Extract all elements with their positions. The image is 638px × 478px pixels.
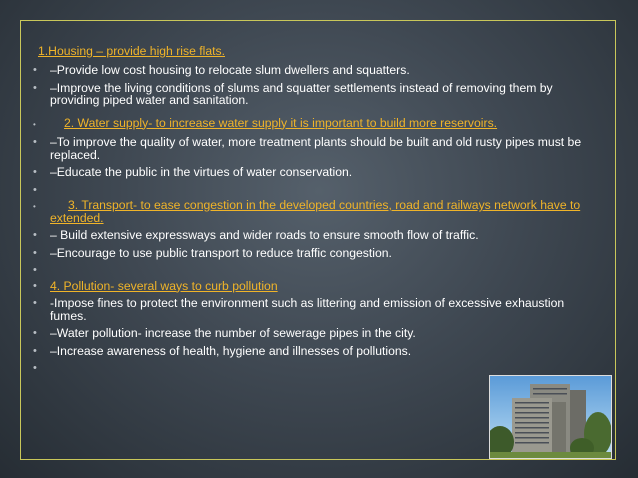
bullet-icon: • bbox=[33, 229, 37, 241]
slide-content bbox=[30, 44, 600, 380]
list-item bbox=[30, 166, 600, 179]
list-item bbox=[30, 64, 600, 77]
bullet-icon: • bbox=[33, 279, 37, 292]
bullet-icon: • bbox=[33, 264, 37, 276]
list-item bbox=[30, 362, 600, 375]
item-text: –Increase awareness of health, hygiene and illnesses of pollutions. bbox=[50, 343, 412, 358]
list-item bbox=[30, 117, 600, 132]
list-item bbox=[30, 297, 600, 322]
high-rise-flats-photo bbox=[489, 375, 612, 459]
bullet-icon: • bbox=[33, 81, 37, 94]
item-text: – Build extensive expressways and wider roads to ensure smooth flow of traffic. bbox=[50, 228, 479, 242]
list-item bbox=[30, 229, 600, 242]
bullet-icon: • bbox=[33, 362, 37, 374]
item-text: –Water pollution- increase the number of sewerage pipes in the city. bbox=[50, 326, 416, 340]
bullet-icon: • bbox=[33, 183, 37, 196]
bullet-icon: • bbox=[33, 136, 37, 148]
bullet-icon: • bbox=[33, 119, 36, 129]
bullet-icon: • bbox=[33, 297, 37, 309]
transport-heading: 3. Transport- to ease congestion in the developed countries, road and railways network have to extended. bbox=[50, 198, 581, 225]
list-item bbox=[30, 327, 600, 340]
bullet-icon: • bbox=[33, 166, 37, 178]
list-item bbox=[30, 199, 600, 224]
list-item bbox=[30, 184, 600, 197]
bullet-icon: • bbox=[33, 246, 37, 259]
item-text: –Improve the living conditions of slums and squatter settlements instead of removing them by providing piped water and sanitation. bbox=[50, 80, 553, 107]
bullet-icon: • bbox=[33, 344, 37, 357]
housing-heading: 1.Housing – provide high rise flats. bbox=[38, 44, 225, 58]
list-item bbox=[30, 345, 600, 358]
bullet-icon: • bbox=[33, 64, 37, 76]
bullet-icon: • bbox=[33, 327, 37, 339]
item-text: –To improve the quality of water, more treatment plants should be built and old rusty pipes must be replaced. bbox=[50, 135, 582, 162]
list-item bbox=[30, 82, 600, 107]
water-supply-heading: 2. Water supply- to increase water supply it is important to build more reservoirs. bbox=[64, 115, 498, 130]
pollution-heading: 4. Pollution- several ways to curb pollution bbox=[50, 278, 278, 293]
list-item bbox=[30, 247, 600, 260]
list-item bbox=[30, 264, 600, 277]
item-text: –Educate the public in the virtues of water conservation. bbox=[50, 165, 353, 179]
item-text: -Impose fines to protect the environment such as littering and emission of excessive exhaustion fumes. bbox=[50, 296, 565, 323]
list-item bbox=[30, 280, 600, 293]
item-text: –Provide low cost housing to relocate slum dwellers and squatters. bbox=[50, 63, 410, 77]
list-item bbox=[30, 136, 600, 161]
bullet-icon: • bbox=[33, 202, 36, 211]
item-text: –Encourage to use public transport to reduce traffic congestion. bbox=[50, 245, 392, 260]
